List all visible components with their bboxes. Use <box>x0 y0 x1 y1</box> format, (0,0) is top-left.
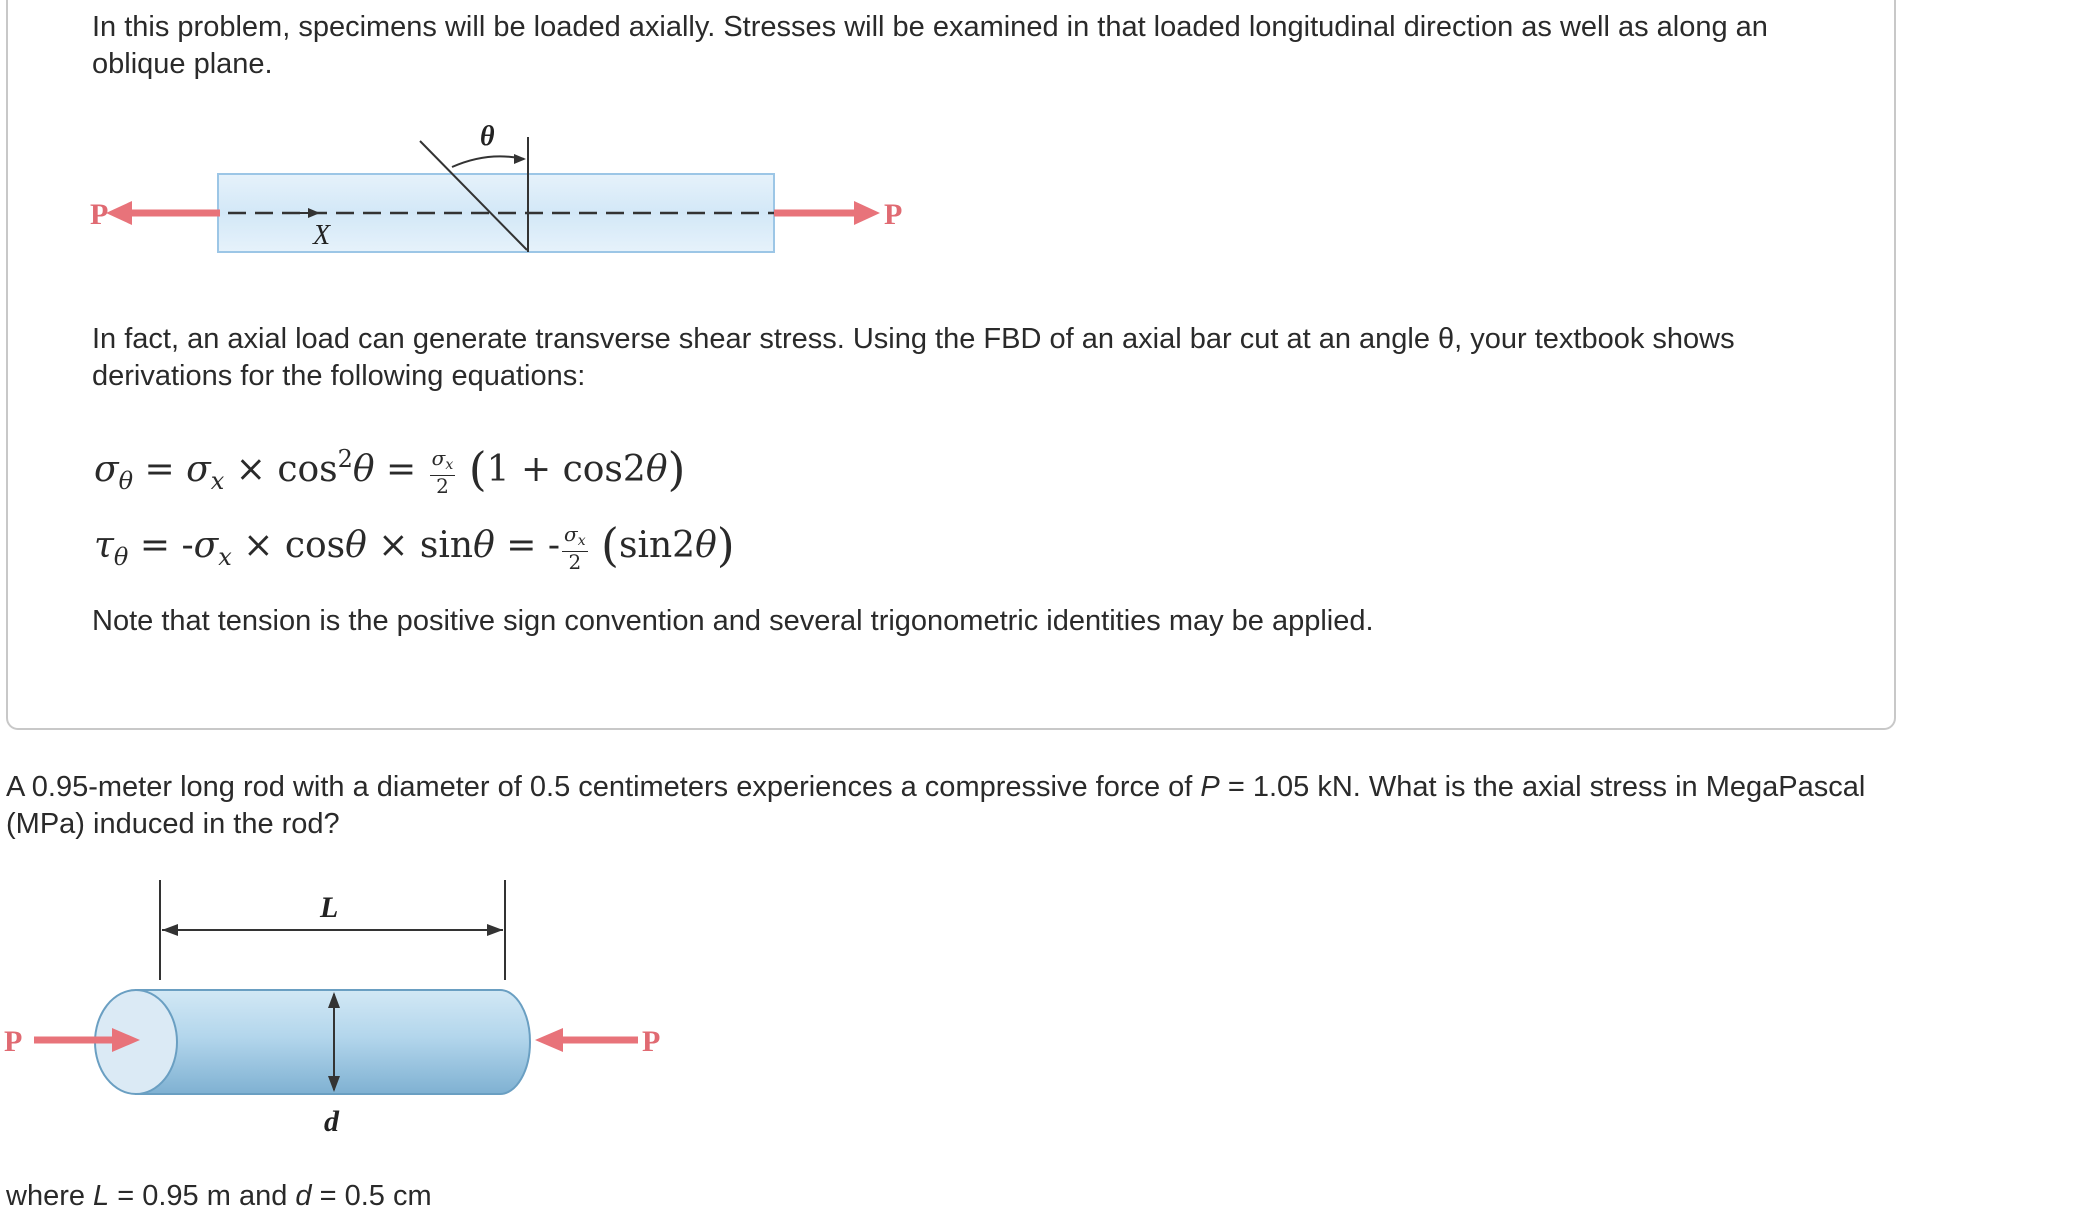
right-compression-arrowhead <box>535 1028 563 1052</box>
tau-fraction: $\frac{\sigma_x}{2}$ <box>564 522 586 574</box>
sigma-fraction: $\frac{\sigma_x}{2}$ <box>431 446 454 498</box>
oblique-plane-figure <box>80 125 920 265</box>
given-values: where L = 0.95 m and d = 0.5 cm <box>6 1180 432 1212</box>
intro-paragraph-1: In this problem, specimens will be loaded axially. Stresses will be examined in that loaded longitudinal direction as well as along an oblique plane. <box>92 11 1768 80</box>
left-load-label: P <box>90 198 109 231</box>
sign-convention-note: Note that tension is the positive sign convention and several trigonometric identities may be applied. <box>92 605 1374 637</box>
left-compression-label: P <box>4 1025 23 1058</box>
length-arrowhead-left <box>162 924 178 936</box>
shear-stress-equation: $\tau_\theta = -\sigma_x \times \cos\theta \times \sin\theta$ = - $\frac{\sigma_x}{2}$ (sin2θ) <box>94 518 735 574</box>
right-load-label: P <box>884 198 903 231</box>
x-axis-label: X <box>313 220 331 251</box>
right-compression-label: P <box>642 1025 661 1058</box>
length-arrowhead-right <box>487 924 503 936</box>
rod-figure <box>0 872 680 1148</box>
left-load-arrowhead <box>106 201 132 225</box>
angle-arc <box>452 156 524 167</box>
normal-stress-equation: $\sigma_\theta = \sigma_x \times \cos^2\theta$ = $\frac{\sigma_x}{2}$ (1 + cos2θ) <box>94 442 686 498</box>
intro-paragraph-2: In fact, an axial load can generate transverse shear stress. Using the FBD of an axial bar cut at an angle θ, your textbook shows derivations for the following equations: <box>92 323 1735 392</box>
length-label: L <box>320 891 339 924</box>
diameter-label: d <box>324 1105 339 1138</box>
angle-label: θ <box>480 125 495 152</box>
angle-arrowhead <box>514 154 526 164</box>
problem-statement: A 0.95-meter long rod with a diameter of 0.5 centimeters experiences a compressive force of P = 1.05 kN. What is the axial stress in MegaPascal (MPa) induced in the rod? <box>6 771 1866 840</box>
right-load-arrowhead <box>854 201 880 225</box>
